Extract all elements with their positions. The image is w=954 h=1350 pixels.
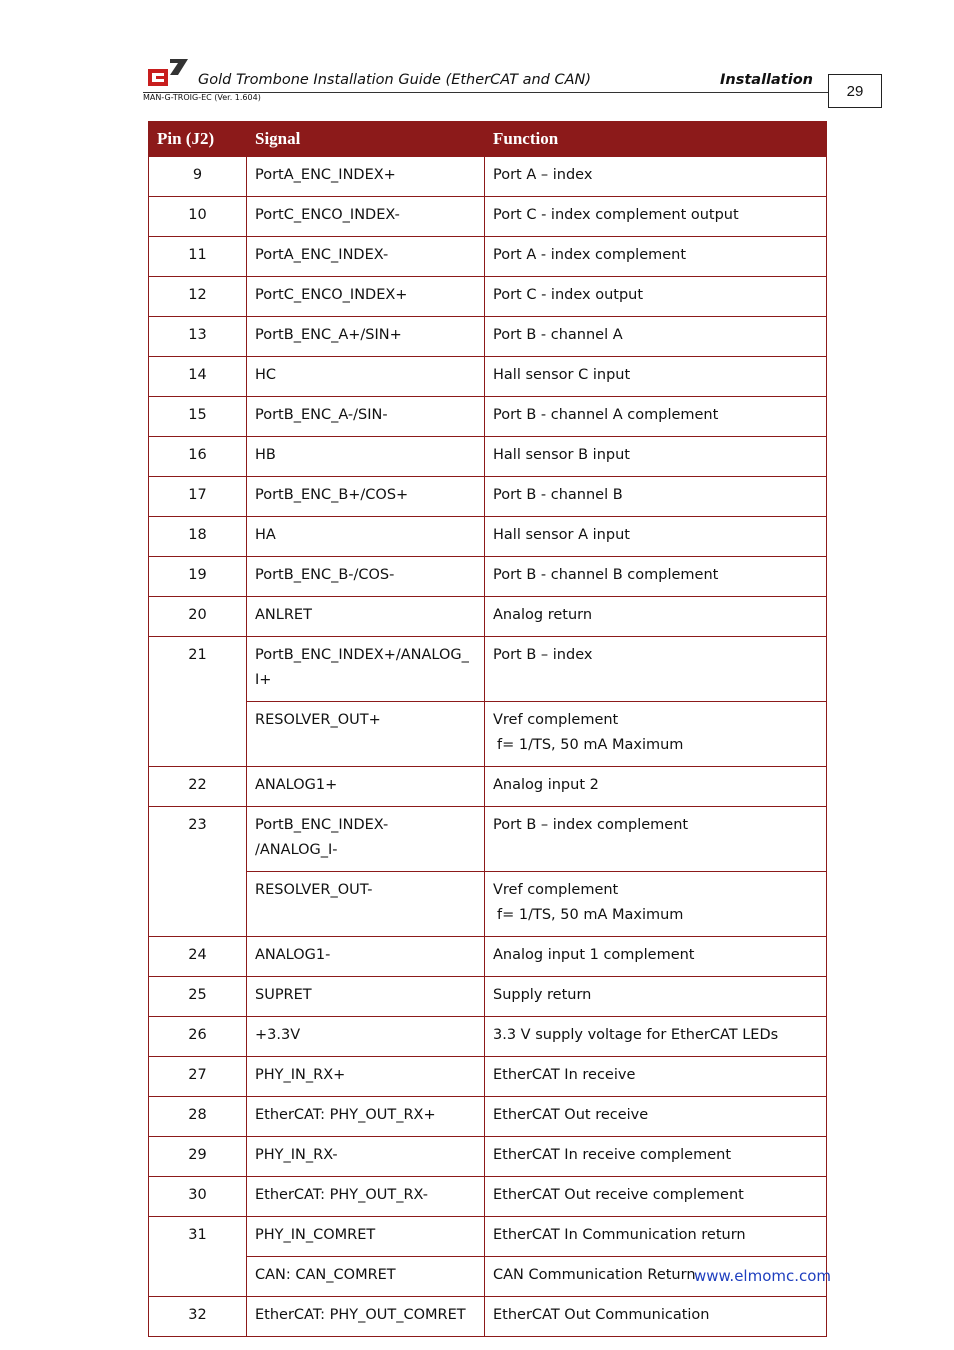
function-cell: Port B – index [485, 637, 827, 702]
signal-cell: PortB_ENC_A+/SIN+ [247, 317, 485, 357]
pin-cell: 29 [149, 1137, 247, 1177]
signal-cell: ANALOG1- [247, 937, 485, 977]
signal-cell: PortC_ENCO_INDEX- [247, 197, 485, 237]
table-row [149, 157, 827, 197]
signal-cell: RESOLVER_OUT- [247, 872, 485, 937]
pin-cell: 9 [149, 157, 247, 197]
function-cell: Port A – index [485, 157, 827, 197]
section-name: Installation [720, 72, 813, 88]
pin-cell: 11 [149, 237, 247, 277]
table-row [149, 517, 827, 557]
signal-cell: PortB_ENC_A-/SIN- [247, 397, 485, 437]
signal-line: /ANALOG_I- [255, 842, 338, 858]
pin-cell: 20 [149, 597, 247, 637]
pin-cell: 15 [149, 397, 247, 437]
pin-cell: 23 [149, 807, 247, 937]
pin-cell: 24 [149, 937, 247, 977]
function-cell: Hall sensor B input [485, 437, 827, 477]
function-cell: Hall sensor A input [485, 517, 827, 557]
document-number: MAN-G-TROIG-EC (Ver. 1.604) [143, 93, 261, 102]
pin-cell: 31 [149, 1217, 247, 1297]
function-cell: Port C - index complement output [485, 197, 827, 237]
signal-cell [247, 637, 485, 702]
pin-cell: 13 [149, 317, 247, 357]
signal-cell: PortB_ENC_B-/COS- [247, 557, 485, 597]
signal-cell: PHY_IN_RX- [247, 1137, 485, 1177]
function-cell: Port B - channel B [485, 477, 827, 517]
signal-cell: PHY_IN_RX+ [247, 1057, 485, 1097]
pin-cell: 12 [149, 277, 247, 317]
signal-cell: EtherCAT: PHY_OUT_RX- [247, 1177, 485, 1217]
signal-cell: EtherCAT: PHY_OUT_RX+ [247, 1097, 485, 1137]
signal-cell: HB [247, 437, 485, 477]
pin-table [148, 121, 827, 1337]
pin-cell: 18 [149, 517, 247, 557]
table-row [149, 637, 827, 702]
pin-cell: 26 [149, 1017, 247, 1057]
function-cell: Port B - channel A complement [485, 397, 827, 437]
signal-cell: PHY_IN_COMRET [247, 1217, 485, 1257]
signal-cell: SUPRET [247, 977, 485, 1017]
pin-cell: 19 [149, 557, 247, 597]
pin-cell: 25 [149, 977, 247, 1017]
function-cell: Analog input 2 [485, 767, 827, 807]
website-link[interactable]: www.elmomc.com [694, 1267, 832, 1285]
table-row [149, 977, 827, 1017]
table-row [149, 767, 827, 807]
signal-cell: ANALOG1+ [247, 767, 485, 807]
pin-cell: 28 [149, 1097, 247, 1137]
function-cell: Analog input 1 complement [485, 937, 827, 977]
function-cell: EtherCAT Out receive [485, 1097, 827, 1137]
function-cell: EtherCAT In receive complement [485, 1137, 827, 1177]
signal-line: I+ [255, 672, 272, 688]
header-function: Function [485, 122, 827, 157]
elmo-logo [148, 57, 190, 87]
signal-cell: CAN: CAN_COMRET [247, 1257, 485, 1297]
header-pin: Pin (J2) [149, 122, 247, 157]
table-row [149, 197, 827, 237]
pin-cell: 17 [149, 477, 247, 517]
function-cell: Port B – index complement [485, 807, 827, 872]
table-row [149, 437, 827, 477]
function-cell: EtherCAT Out Communication [485, 1297, 827, 1337]
table-row [149, 557, 827, 597]
function-cell: Port C - index output [485, 277, 827, 317]
signal-cell: +3.3V [247, 1017, 485, 1057]
function-cell: Hall sensor C input [485, 357, 827, 397]
pin-cell: 16 [149, 437, 247, 477]
function-cell [485, 702, 827, 767]
table-row [149, 477, 827, 517]
table-row [149, 1057, 827, 1097]
function-cell: Port A - index complement [485, 237, 827, 277]
signal-cell [247, 807, 485, 872]
function-cell: EtherCAT Out receive complement [485, 1177, 827, 1217]
pin-cell: 30 [149, 1177, 247, 1217]
table-row [149, 702, 827, 767]
table-row [149, 597, 827, 637]
table-row [149, 937, 827, 977]
function-cell: Analog return [485, 597, 827, 637]
pin-cell: 32 [149, 1297, 247, 1337]
signal-cell: ANLRET [247, 597, 485, 637]
function-line: Vref complement [493, 712, 619, 728]
table-row [149, 277, 827, 317]
table-row [149, 1097, 827, 1137]
signal-cell: PortC_ENCO_INDEX+ [247, 277, 485, 317]
function-cell: Port B - channel B complement [485, 557, 827, 597]
table-row [149, 1297, 827, 1337]
function-cell: EtherCAT In Communication return [485, 1217, 827, 1257]
table-row [149, 1217, 827, 1257]
function-cell: EtherCAT In receive [485, 1057, 827, 1097]
signal-cell: PortB_ENC_B+/COS+ [247, 477, 485, 517]
function-cell: Port B - channel A [485, 317, 827, 357]
function-cell: Supply return [485, 977, 827, 1017]
signal-cell: HC [247, 357, 485, 397]
table-row [149, 1017, 827, 1057]
table-row [149, 357, 827, 397]
signal-line: PortB_ENC_INDEX- [255, 817, 389, 833]
document-title: Gold Trombone Installation Guide (EtherCAT and CAN) [198, 72, 592, 88]
table-row [149, 237, 827, 277]
table-row [149, 1137, 827, 1177]
function-cell: CAN Communication Return [485, 1257, 827, 1297]
signal-cell: PortA_ENC_INDEX- [247, 237, 485, 277]
function-line: f= 1/TS, 50 mA Maximum [497, 737, 684, 753]
table-row [149, 872, 827, 937]
function-cell [485, 872, 827, 937]
table-row [149, 807, 827, 872]
function-line: Vref complement [493, 882, 619, 898]
page-number: 29 [828, 74, 882, 108]
signal-line: PortB_ENC_INDEX+/ANALOG_ [255, 647, 469, 663]
pin-cell: 21 [149, 637, 247, 767]
table-row [149, 397, 827, 437]
pin-cell: 14 [149, 357, 247, 397]
pin-cell: 10 [149, 197, 247, 237]
pin-cell: 22 [149, 767, 247, 807]
signal-cell: HA [247, 517, 485, 557]
function-line: f= 1/TS, 50 mA Maximum [497, 907, 684, 923]
signal-cell: RESOLVER_OUT+ [247, 702, 485, 767]
signal-cell: PortA_ENC_INDEX+ [247, 157, 485, 197]
table-row [149, 1177, 827, 1217]
header-signal: Signal [247, 122, 485, 157]
table-row [149, 317, 827, 357]
table-header-row [149, 122, 827, 157]
function-cell: 3.3 V supply voltage for EtherCAT LEDs [485, 1017, 827, 1057]
signal-cell: EtherCAT: PHY_OUT_COMRET [247, 1297, 485, 1337]
pin-cell: 27 [149, 1057, 247, 1097]
